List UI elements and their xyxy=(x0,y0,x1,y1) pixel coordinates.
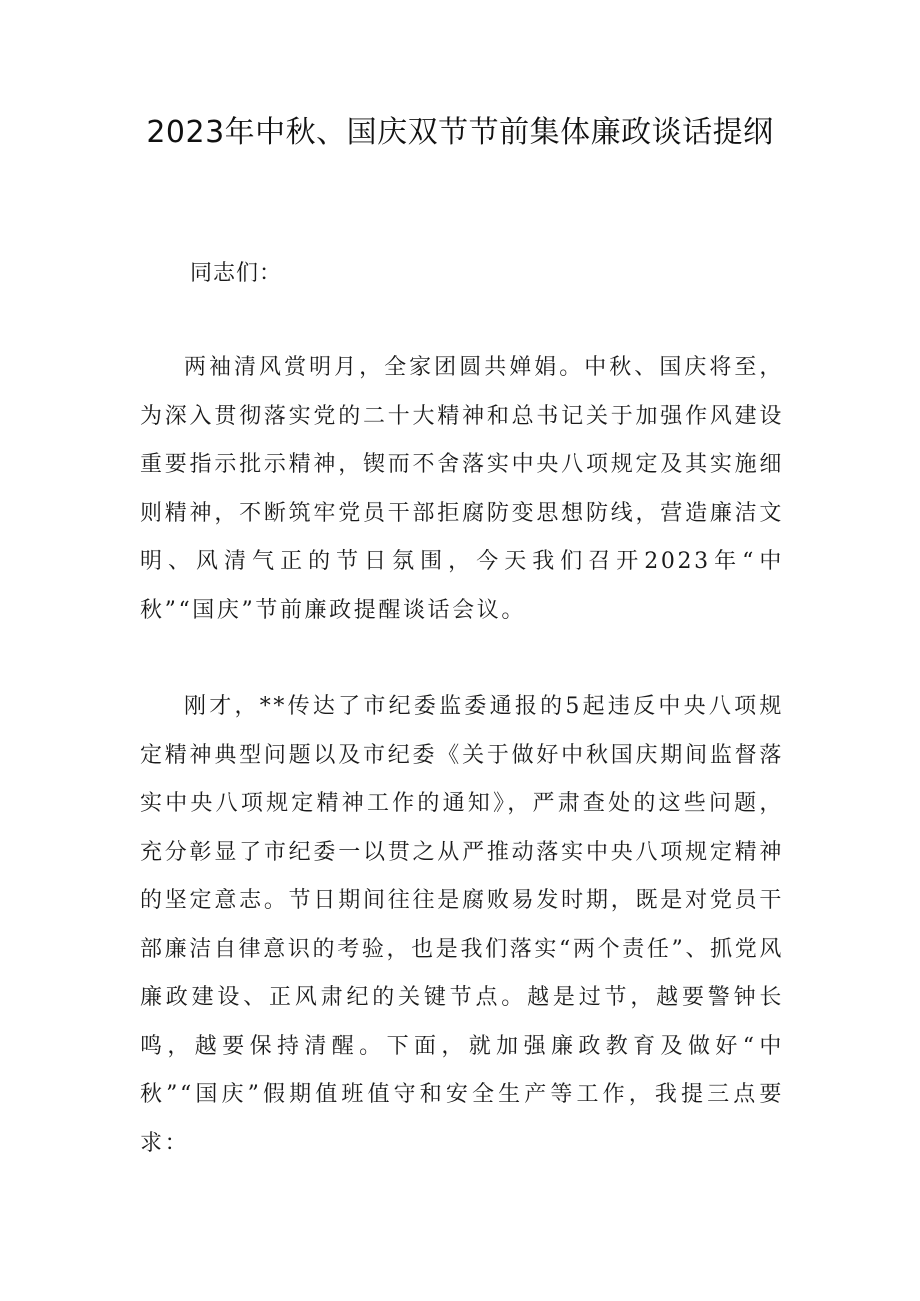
paragraph-requirements-intro: 刚才，**传达了市纪委监委通报的5起违反中央八项规定精神典型问题以及市纪委《关于做好中秋国庆期间监督落实中央八项规定精神工作的通知》，严肃查处的这些问题，充分彰显了市纪委一以贯之从严推动落实中央八项规定精神的坚定意志。节日期间往往是腐败易发时期，既是对党员干部廉洁自律意识的考验，也是我们落实“两个责任”、抓党风廉政建设、正风肃纪的关键节点。越是过节，越要警钟长鸣，越要保持清醒。下面，就加强廉政教育及做好“中秋”“国庆”假期值班值守和安全生产等工作，我提三点要求： xyxy=(140,694,784,1156)
salutation: 同志们： xyxy=(190,261,283,286)
document-title: 2023年中秋、国庆双节节前集体廉政谈话提纲 xyxy=(146,115,774,150)
paragraph-opening: 两袖清风赏明月，全家团圆共婵娟。中秋、国庆将至，为深入贯彻落实党的二十大精神和总书记关于加强作风建设重要指示批示精神，锲而不舍落实中央八项规定及其实施细则精神，不断筑牢党员干部拒腐防变思想防线，营造廉洁文明、风清气正的节日氛围，今天我们召开2023年“中秋”“国庆”节前廉政提醒谈话会议。 xyxy=(140,355,784,623)
